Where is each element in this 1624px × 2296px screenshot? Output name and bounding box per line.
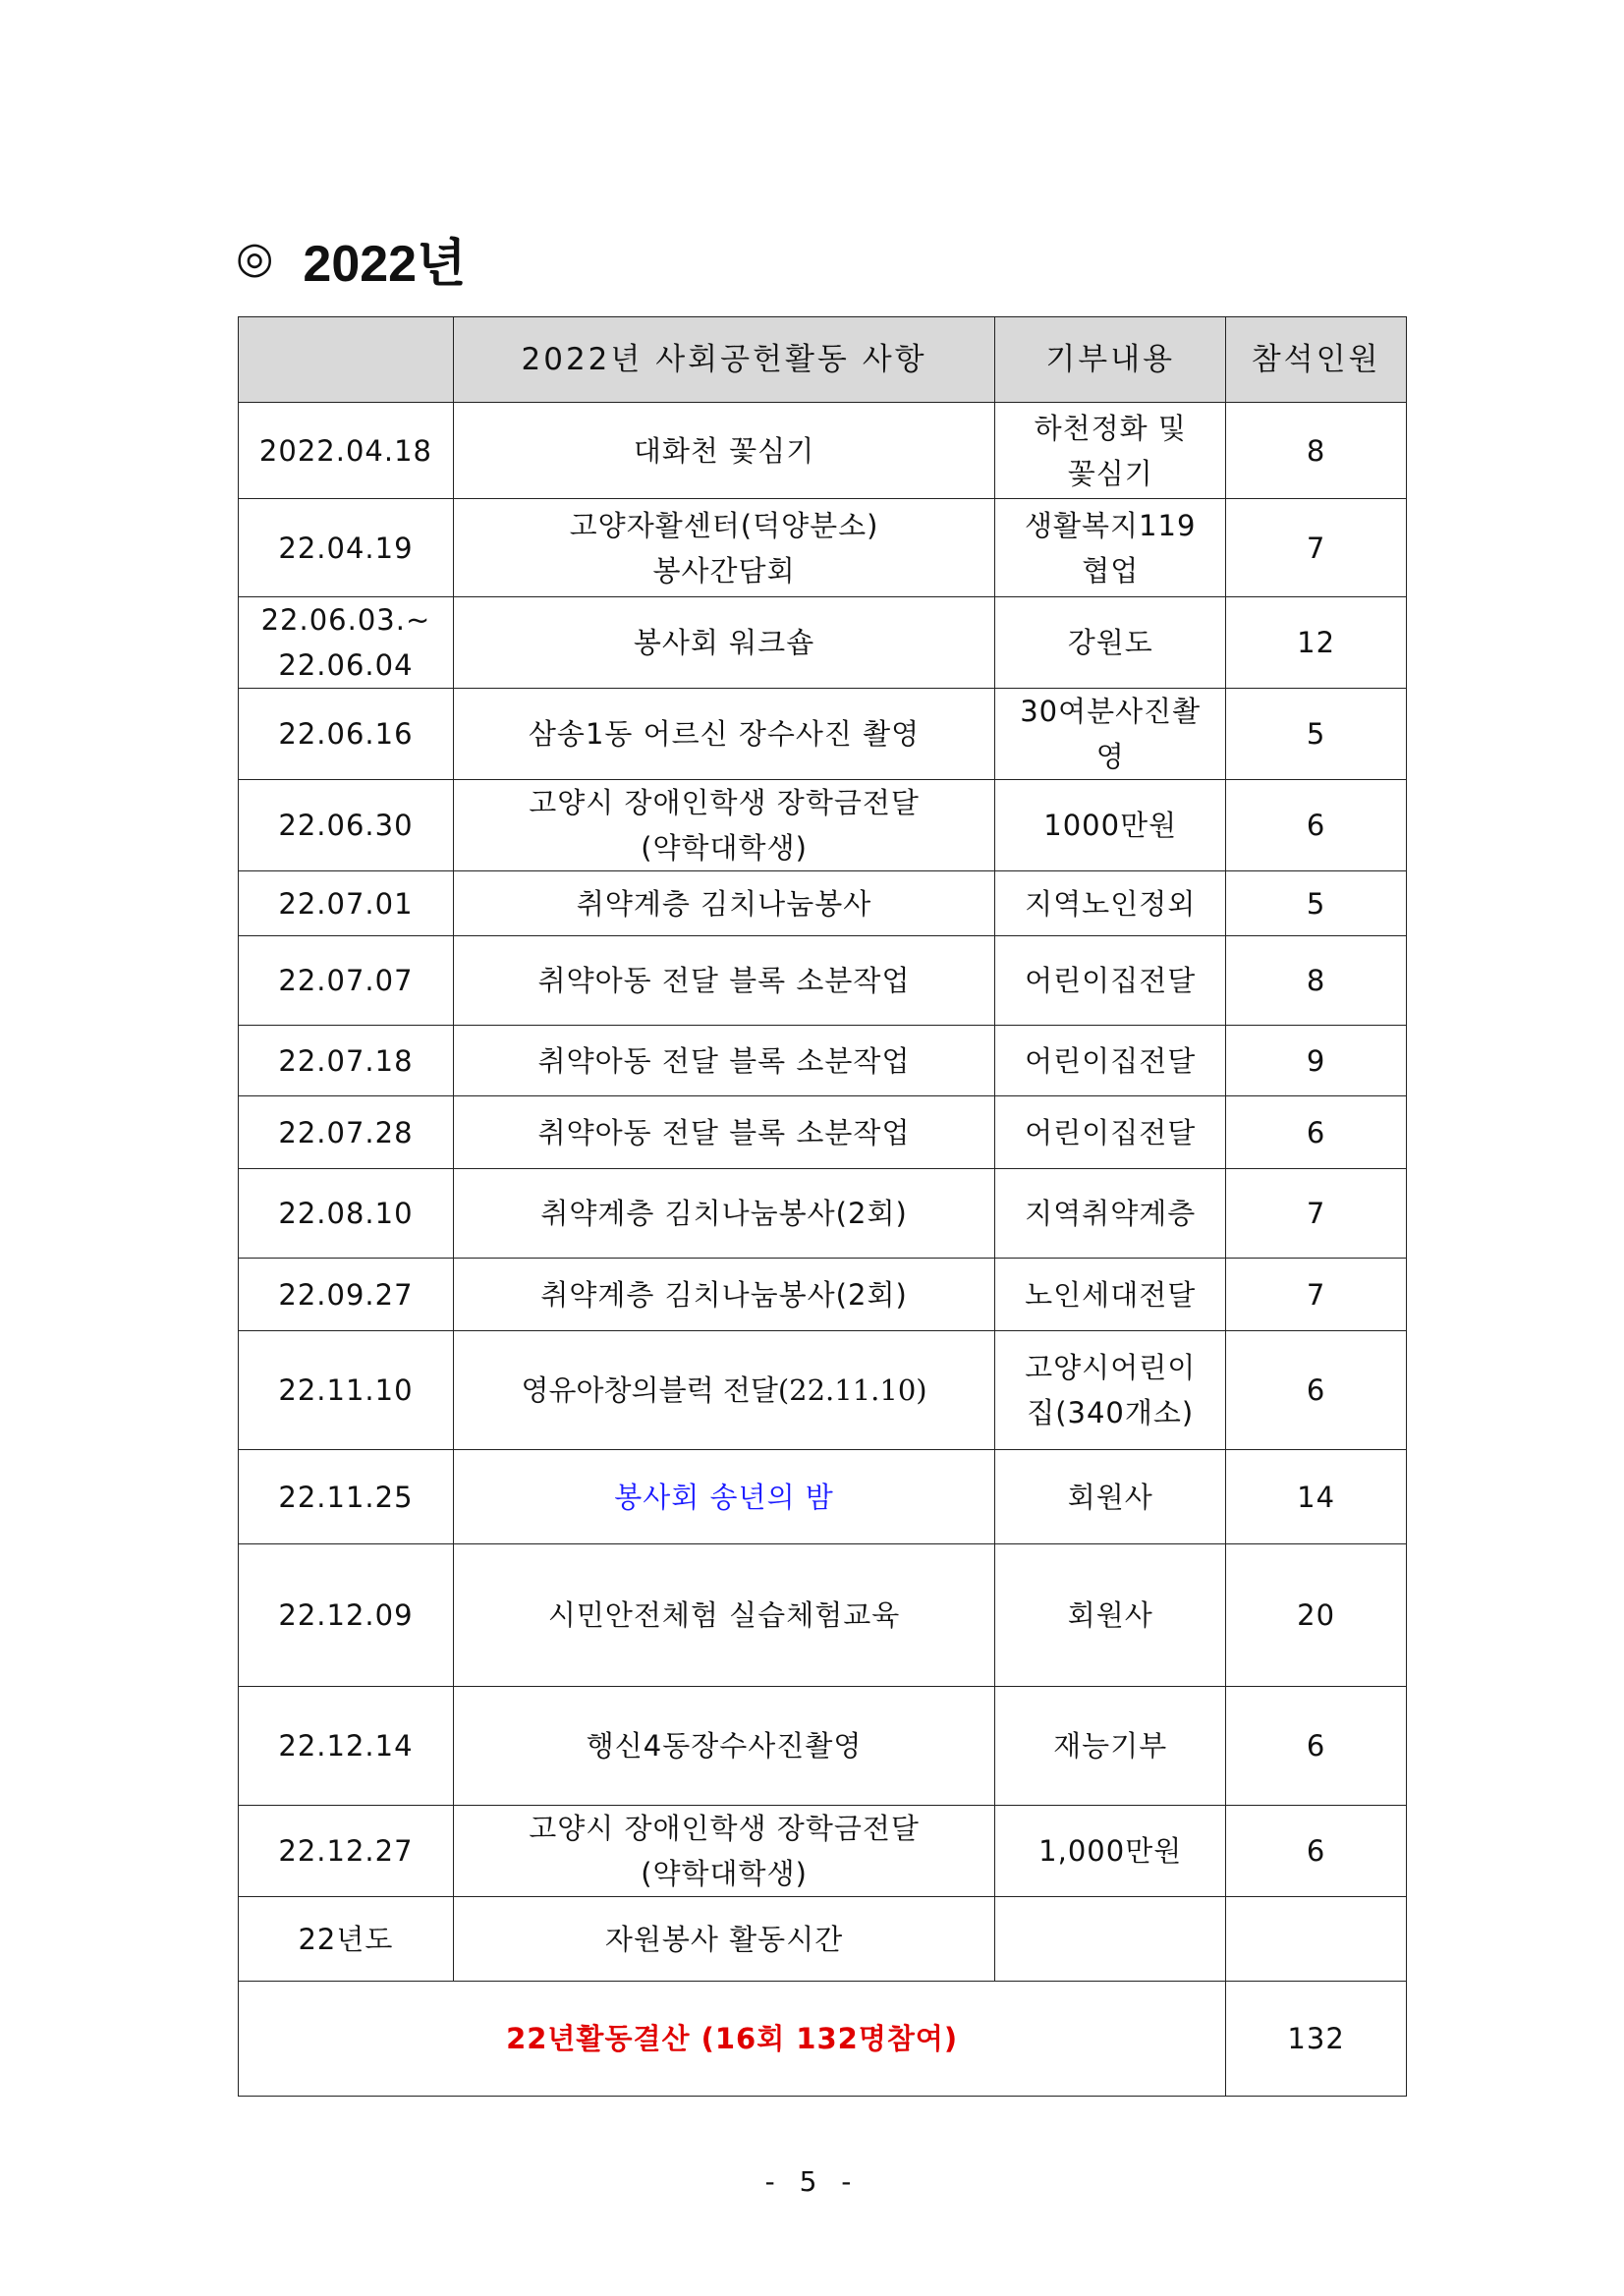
donation-cell: 회원사 [995, 1450, 1226, 1544]
date-cell: 22.08.10 [239, 1169, 454, 1259]
page-number: - 5 - [764, 2165, 860, 2198]
date-cell: 22.06.16 [239, 689, 454, 780]
table-row [239, 1259, 1407, 1331]
table-row [239, 1331, 1407, 1450]
summary-row [239, 1982, 1407, 2097]
donation-cell: 재능기부 [995, 1687, 1226, 1806]
date-cell: 22.09.27 [239, 1259, 454, 1331]
activity-cell: 취약아동 전달 블록 소분작업 [453, 1026, 994, 1096]
table-row [239, 499, 1407, 597]
activity-cell: 고양시 장애인학생 장학금전달 (약학대학생) [453, 780, 994, 871]
attendees-cell: 8 [1226, 403, 1407, 499]
table-row [239, 689, 1407, 780]
donation-cell: 어린이집전달 [995, 1096, 1226, 1169]
date-cell: 22.07.07 [239, 936, 454, 1026]
attendees-cell: 9 [1226, 1026, 1407, 1096]
attendees-cell: 6 [1226, 1687, 1407, 1806]
activity-cell: 봉사회 워크숍 [453, 597, 994, 689]
attendees-cell: 5 [1226, 871, 1407, 936]
section-heading [236, 224, 466, 293]
attendees-cell: 20 [1226, 1544, 1407, 1687]
activity-cell: 자원봉사 활동시간 [453, 1897, 994, 1982]
date-cell: 22.12.09 [239, 1544, 454, 1687]
table-row [239, 1806, 1407, 1897]
activity-cell: 고양자활센터(덕양분소) 봉사간담회 [453, 499, 994, 597]
date-cell: 22.06.30 [239, 780, 454, 871]
date-cell: 22.07.28 [239, 1096, 454, 1169]
activity-cell: 삼송1동 어르신 장수사진 촬영 [453, 689, 994, 780]
attendees-cell: 14 [1226, 1450, 1407, 1544]
table-row [239, 936, 1407, 1026]
date-cell: 22.12.14 [239, 1687, 454, 1806]
attendees-cell: 7 [1226, 1169, 1407, 1259]
table-row [239, 597, 1407, 689]
donation-cell: 노인세대전달 [995, 1259, 1226, 1331]
attendees-cell: 6 [1226, 1331, 1407, 1450]
activity-cell: 취약계층 김치나눔봉사 [453, 871, 994, 936]
summary-label: 22년활동결산 (16회 132명참여) [239, 1982, 1226, 2097]
table-row [239, 1026, 1407, 1096]
date-cell: 22.11.10 [239, 1331, 454, 1450]
donation-cell: 지역취약계층 [995, 1169, 1226, 1259]
date-cell: 22년도 [239, 1897, 454, 1982]
donation-cell: 지역노인정외 [995, 871, 1226, 936]
donation-cell [995, 1897, 1226, 1982]
table-row [239, 1096, 1407, 1169]
table-header-row [239, 317, 1407, 403]
activity-cell: 취약아동 전달 블록 소분작업 [453, 1096, 994, 1169]
table-row [239, 1169, 1407, 1259]
table-row [239, 1544, 1407, 1687]
attendees-cell [1226, 1897, 1407, 1982]
donation-cell: 어린이집전달 [995, 1026, 1226, 1096]
summary-total: 132 [1226, 1982, 1407, 2097]
attendees-cell: 8 [1226, 936, 1407, 1026]
date-cell: 22.04.19 [239, 499, 454, 597]
activity-cell: 행신4동장수사진촬영 [453, 1687, 994, 1806]
activity-cell: 영유아창의블럭 전달(22.11.10) [453, 1331, 994, 1450]
date-cell: 22.11.25 [239, 1450, 454, 1544]
date-cell: 22.12.27 [239, 1806, 454, 1897]
table-row [239, 1450, 1407, 1544]
attendees-cell: 6 [1226, 780, 1407, 871]
header-donation: 기부내용 [995, 317, 1226, 403]
donation-cell: 30여분사진촬 영 [995, 689, 1226, 780]
donation-cell: 회원사 [995, 1544, 1226, 1687]
header-date [239, 317, 454, 403]
table-row [239, 780, 1407, 871]
attendees-cell: 6 [1226, 1096, 1407, 1169]
donation-cell: 고양시어린이 집(340개소) [995, 1331, 1226, 1450]
activity-table [238, 316, 1407, 2097]
donation-cell: 1,000만원 [995, 1806, 1226, 1897]
table-row [239, 871, 1407, 936]
donation-cell: 강원도 [995, 597, 1226, 689]
attendees-cell: 7 [1226, 499, 1407, 597]
activity-cell: 취약계층 김치나눔봉사(2회) [453, 1259, 994, 1331]
activity-cell: 취약아동 전달 블록 소분작업 [453, 936, 994, 1026]
attendees-cell: 7 [1226, 1259, 1407, 1331]
activity-cell: 봉사회 송년의 밤 [453, 1450, 994, 1544]
donation-cell: 하천정화 및 꽃심기 [995, 403, 1226, 499]
date-cell: 2022.04.18 [239, 403, 454, 499]
attendees-cell: 6 [1226, 1806, 1407, 1897]
donation-cell: 어린이집전달 [995, 936, 1226, 1026]
date-cell: 22.06.03.~ 22.06.04 [239, 597, 454, 689]
activity-cell: 시민안전체험 실습체험교육 [453, 1544, 994, 1687]
donation-cell: 1000만원 [995, 780, 1226, 871]
table-row [239, 1687, 1407, 1806]
attendees-cell: 12 [1226, 597, 1407, 689]
page-title: 2022년 [303, 235, 467, 293]
donation-cell: 생활복지119 협업 [995, 499, 1226, 597]
table-row [239, 1897, 1407, 1982]
double-circle-icon: ◎ [236, 233, 274, 283]
date-cell: 22.07.18 [239, 1026, 454, 1096]
date-cell: 22.07.01 [239, 871, 454, 936]
attendees-cell: 5 [1226, 689, 1407, 780]
activity-cell: 고양시 장애인학생 장학금전달 (약학대학생) [453, 1806, 994, 1897]
header-activity: 2022년 사회공헌활동 사항 [453, 317, 994, 403]
activity-cell: 대화천 꽃심기 [453, 403, 994, 499]
table-row [239, 403, 1407, 499]
header-attendees: 참석인원 [1226, 317, 1407, 403]
activity-cell: 취약계층 김치나눔봉사(2회) [453, 1169, 994, 1259]
